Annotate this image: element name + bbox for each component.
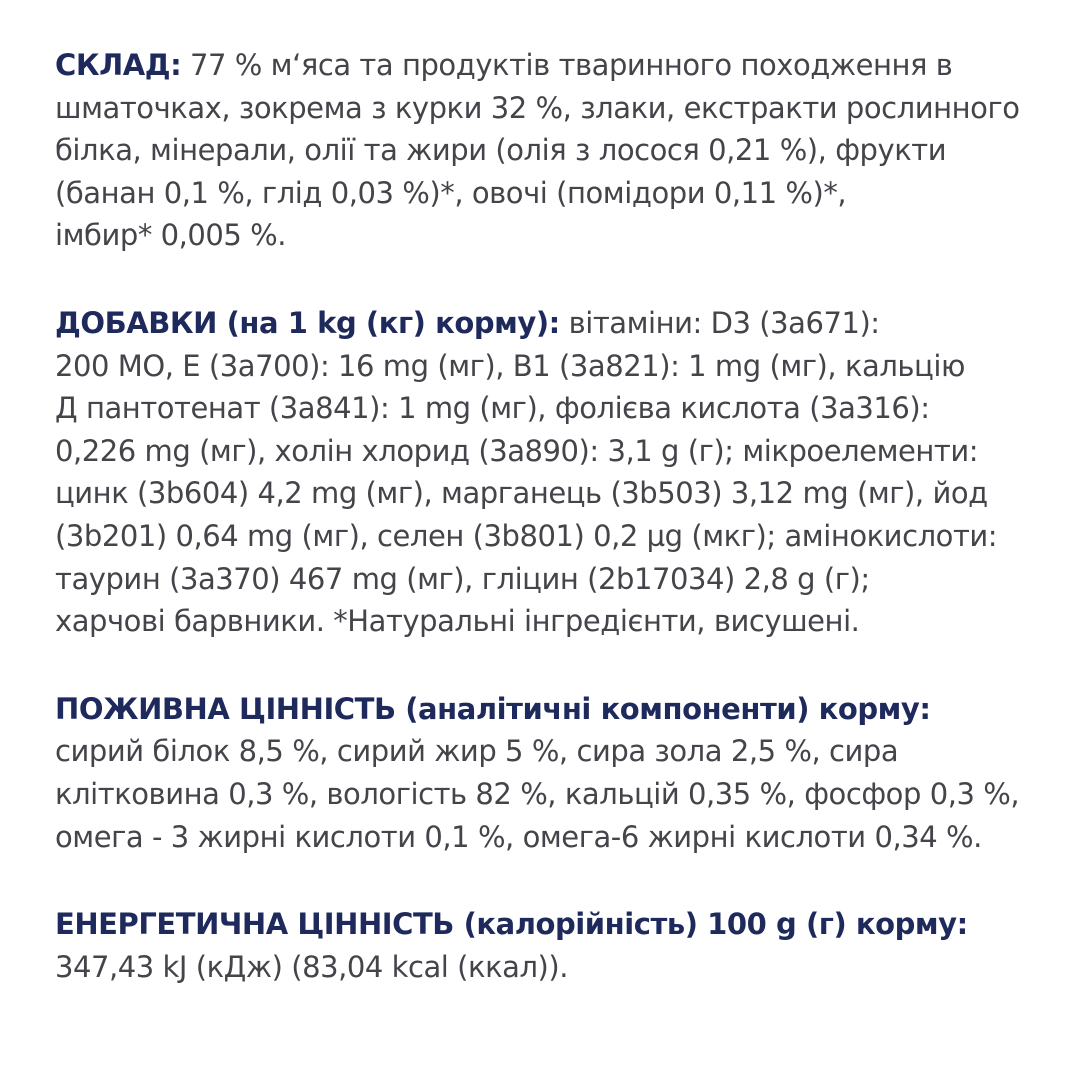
additives-text-line: харчові барвники. *Натуральні інгредієнти, висушені. xyxy=(55,604,860,639)
additives-heading: ДОБАВКИ (на 1 kg (кг) корму): xyxy=(55,305,560,340)
composition-text-line: (банан 0,1 %, глід 0,03 %)*, овочі (помідори 0,11 %)*, xyxy=(55,175,847,210)
nutrition-text-line: омега - 3 жирні кислоти 0,1 %, омега-6 жирні кислоти 0,34 %. xyxy=(55,819,982,854)
section-spacer xyxy=(55,257,1045,302)
section-spacer xyxy=(55,858,1045,903)
composition-text-line: шматочках, зокрема з курки 32 %, злаки, екстракти рослинного xyxy=(55,90,1020,125)
additives-text-line: таурин (3a370) 467 mg (мг), гліцин (2b17034) 2,8 g (г); xyxy=(55,561,870,596)
additives-text-line: цинк (3b604) 4,2 mg (мг), марганець (3b503) 3,12 mg (мг), йод xyxy=(55,476,988,511)
energy-text-line: 347,43 kJ (кДж) (83,04 kcal (ккал)). xyxy=(55,949,569,984)
composition-text-line: білка, мінерали, олії та жири (олія з лосося 0,21 %), фрукти xyxy=(55,133,947,168)
nutrition-text-line: сирий білок 8,5 %, сирий жир 5 %, сира зола 2,5 %, сира xyxy=(55,734,899,769)
additives-section xyxy=(55,302,1045,643)
nutrition-heading: ПОЖИВНА ЦІННІСТЬ (аналітичні компоненти) корму: xyxy=(55,691,931,726)
additives-text-line: 200 МО, Е (3a700): 16 mg (мг), B1 (3a821): 1 mg (мг), кальцію xyxy=(55,348,965,383)
energy-heading: ЕНЕРГЕТИЧНА ЦІННІСТЬ (калорійність) 100 g (г) корму: xyxy=(55,907,968,942)
composition-text-line: імбир* 0,005 %. xyxy=(55,218,287,253)
additives-text-line: вітаміни: D3 (3a671): xyxy=(559,305,880,340)
ingredients-label xyxy=(55,44,1045,988)
composition-section xyxy=(55,44,1045,257)
composition-heading: СКЛАД: xyxy=(55,48,182,82)
energy-section xyxy=(55,903,1045,988)
composition-text-line: 77 % м‘яса та продуктів тваринного походження в xyxy=(181,48,953,82)
additives-text-line: (3b201) 0,64 mg (мг), селен (3b801) 0,2 µg (мкг); амінокислоти: xyxy=(55,518,998,553)
additives-text-line: Д пантотенат (3a841): 1 mg (мг), фолієва кислота (3a316): xyxy=(55,391,930,426)
nutrition-text-line: клітковина 0,3 %, вологість 82 %, кальцій 0,35 %, фосфор 0,3 %, xyxy=(55,776,1020,811)
nutrition-section xyxy=(55,688,1045,858)
section-spacer xyxy=(55,643,1045,688)
additives-text-line: 0,226 mg (мг), холін хлорид (3a890): 3,1 g (г); мікроелементи: xyxy=(55,433,979,468)
